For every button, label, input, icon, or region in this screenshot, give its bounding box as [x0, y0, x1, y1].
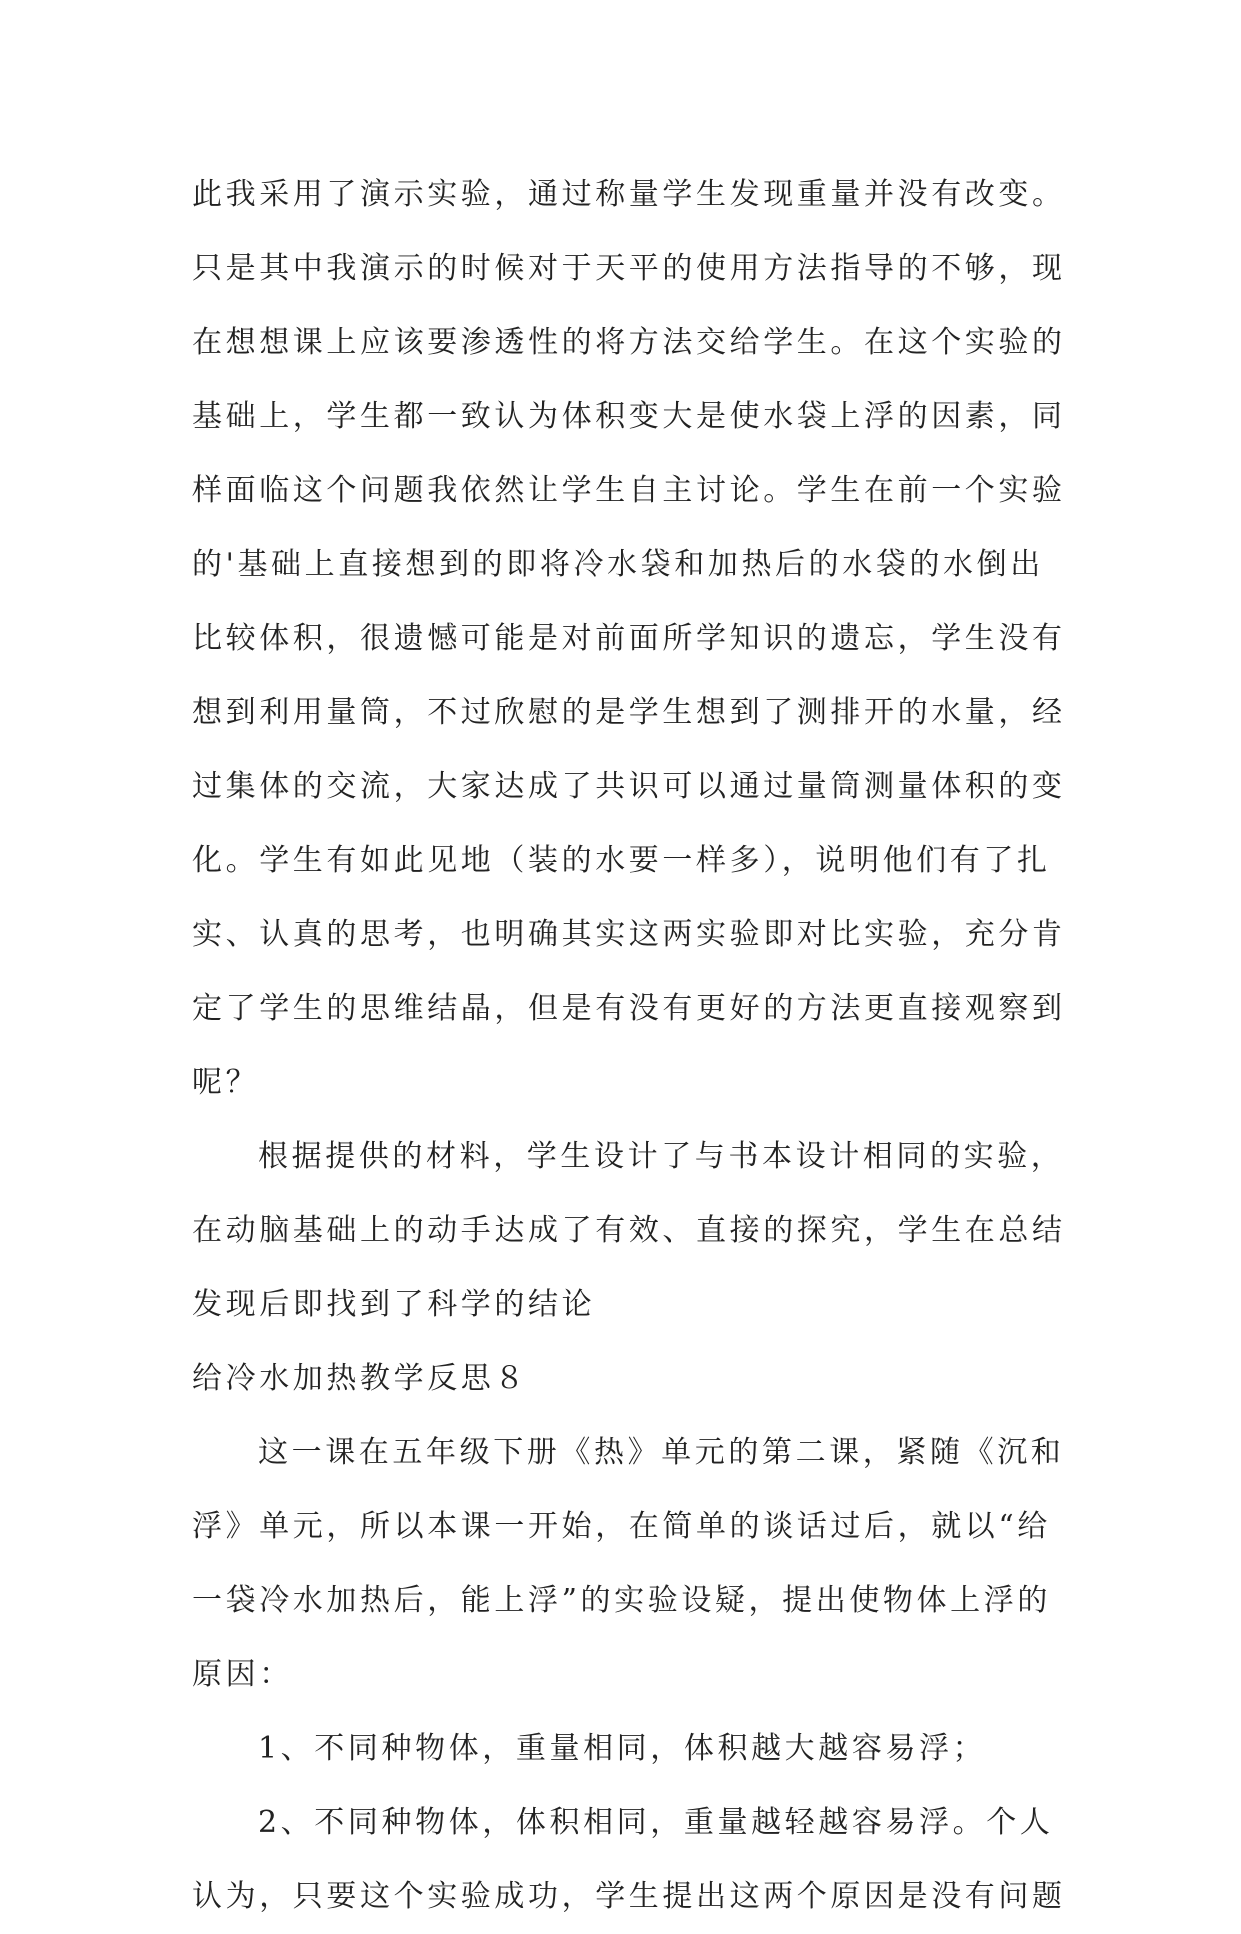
section-heading: 给冷水加热教学反思８ [192, 1361, 528, 1396]
text-line: 一袋冷水加热后，能上浮”的实验设疑，提出使物体上浮的 [192, 1583, 1051, 1618]
paragraph-first-line: 根据提供的材料，学生设计了与书本设计相同的实验， [258, 1139, 1065, 1174]
text-line: 在动脑基础上的动手达成了有效、直接的探究，学生在总结 [192, 1213, 1066, 1248]
text-line: 的'基础上直接想到的即将冷水袋和加热后的水袋的水倒出 [192, 547, 1044, 582]
text-line: 此我采用了演示实验，通过称量学生发现重量并没有改变。 [192, 177, 1066, 212]
text-line: 呢？ [192, 1065, 260, 1100]
text-line: 发现后即找到了科学的结论 [192, 1287, 596, 1322]
text-line: 样面临这个问题我依然让学生自主讨论。学生在前一个实验 [192, 473, 1066, 508]
text-line: 实、认真的思考，也明确其实这两实验即对比实验，充分肯 [192, 917, 1066, 952]
text-line: 基础上，学生都一致认为体积变大是使水袋上浮的因素，同 [192, 399, 1066, 434]
paragraph-first-line: 这一课在五年级下册《热》单元的第二课，紧随《沉和 [258, 1435, 1065, 1470]
text-line: 比较体积，很遗憾可能是对前面所学知识的遗忘，学生没有 [192, 621, 1066, 656]
text-line: 化。学生有如此见地（装的水要一样多），说明他们有了扎 [192, 843, 1051, 878]
text-line: 原因： [192, 1657, 293, 1692]
list-item: 2、不同种物体，体积相同，重量越轻越容易浮。个人 [258, 1805, 1054, 1840]
text-line: 只是其中我演示的时候对于天平的使用方法指导的不够，现 [192, 251, 1066, 286]
text-line: 在想想课上应该要渗透性的将方法交给学生。在这个实验的 [192, 325, 1066, 360]
text-line: 定了学生的思维结晶，但是有没有更好的方法更直接观察到 [192, 991, 1066, 1026]
text-line: 浮》单元，所以本课一开始，在简单的谈话过后，就以“给 [192, 1509, 1051, 1544]
document-body [192, 158, 1066, 1934]
text-line: 想到利用量筒，不过欣慰的是学生想到了测排开的水量，经 [192, 695, 1066, 730]
text-line: 过集体的交流，大家达成了共识可以通过量筒测量体积的变 [192, 769, 1066, 804]
text-line: 认为，只要这个实验成功，学生提出这两个原因是没有问题 [192, 1879, 1066, 1914]
list-item: 1、不同种物体，重量相同，体积越大越容易浮； [258, 1731, 987, 1766]
